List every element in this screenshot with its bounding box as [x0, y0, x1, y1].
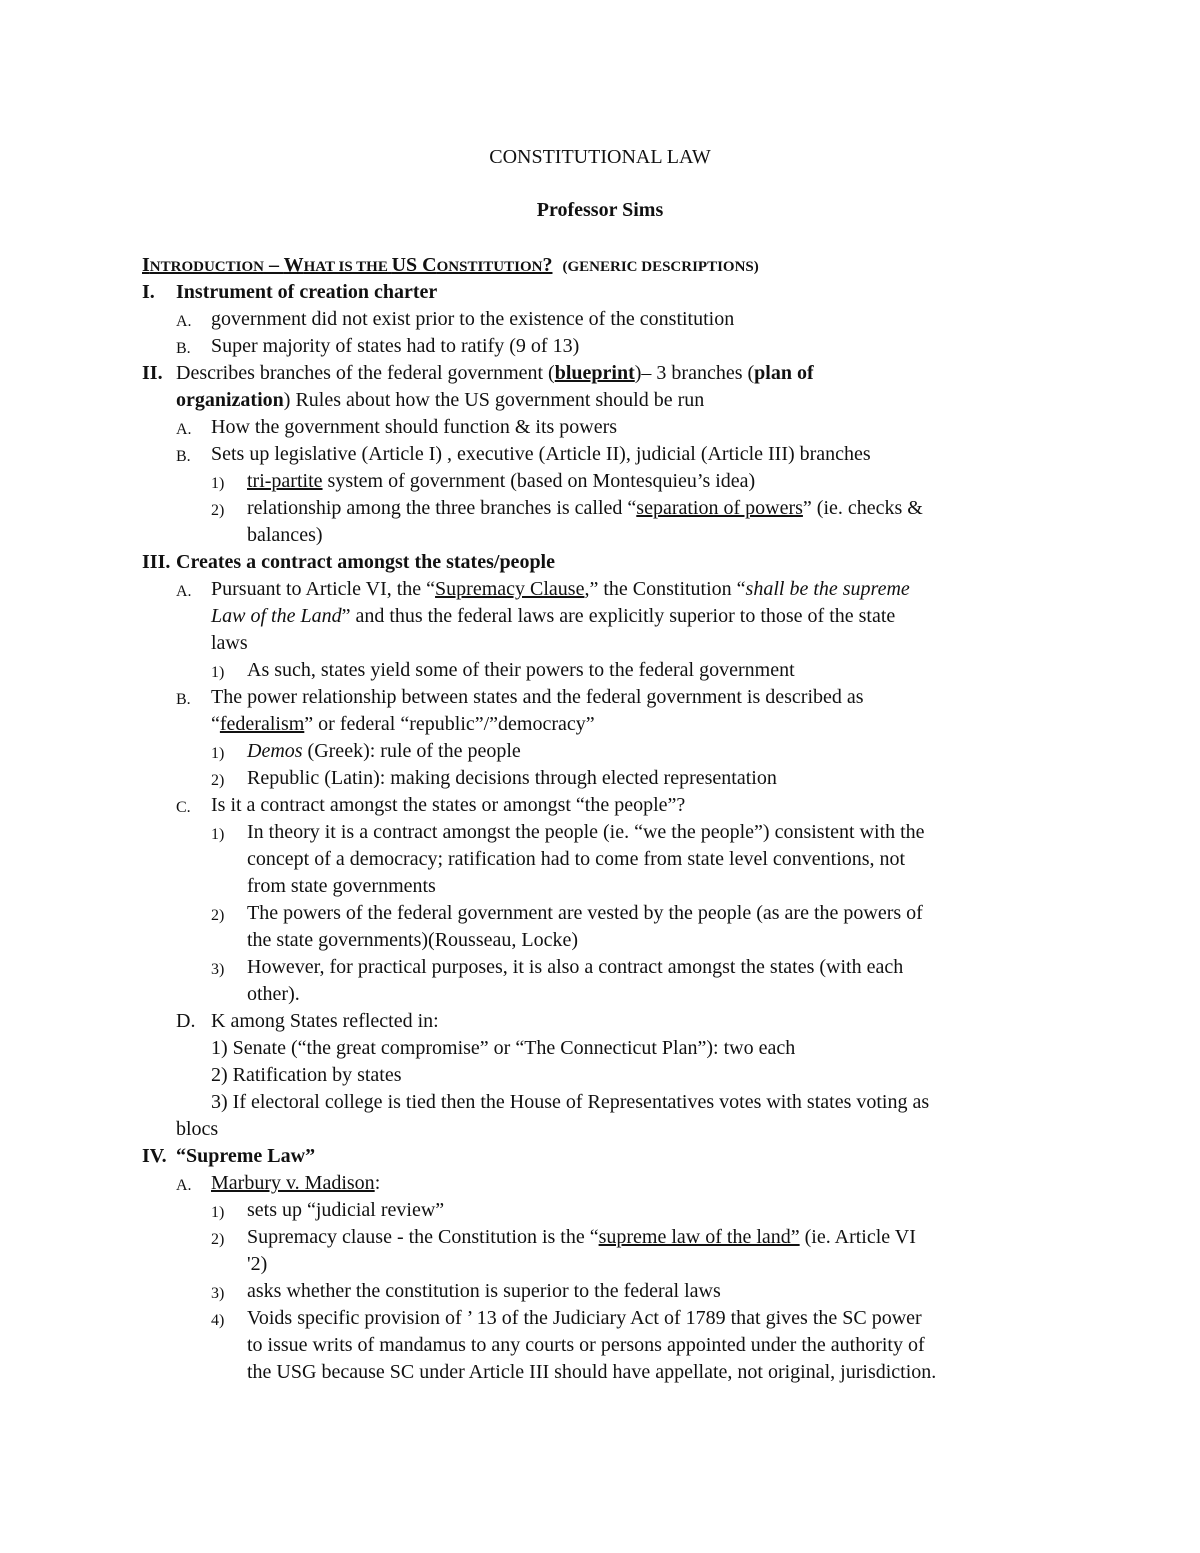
- list-item: asks whether the constitution is superior to the federal laws: [247, 1280, 721, 1302]
- item-label: 3): [211, 1285, 225, 1302]
- item-label: B.: [176, 691, 191, 708]
- list-item-continued: concept of a democracy; ratification had to come from state level conventions, not: [247, 848, 906, 870]
- list-item-continued: laws: [211, 632, 248, 654]
- list-item: Republic (Latin): making decisions through elected representation: [247, 767, 777, 789]
- item-label: B.: [176, 448, 191, 465]
- list-item: However, for practical purposes, it is also a contract amongst the states (with each: [247, 956, 904, 978]
- list-item-continued: the USG because SC under Article III should have appellate, not original, jurisdiction.: [247, 1361, 937, 1383]
- item-label: 1): [211, 475, 225, 492]
- item-label: B.: [176, 340, 191, 357]
- section-number: II.: [142, 362, 163, 384]
- list-item: How the government should function & its powers: [211, 416, 618, 438]
- list-item-continued: the state governments)(Rousseau, Locke): [247, 929, 579, 951]
- item-label: 1): [211, 1204, 225, 1221]
- document-title: CONSTITUTIONAL LAW: [489, 146, 711, 168]
- item-label: C.: [176, 799, 191, 816]
- list-item: Is it a contract amongst the states or amongst “the people”?: [211, 794, 686, 816]
- section-number: III.: [142, 551, 171, 573]
- item-label: D.: [176, 1010, 196, 1032]
- list-item: As such, states yield some of their powers to the federal government: [247, 659, 795, 681]
- list-item-continued: “federalism” or federal “republic”/”democracy”: [211, 713, 595, 735]
- item-label: 1): [211, 745, 225, 762]
- list-item-continued: Law of the Land” and thus the federal laws are explicitly superior to those of the state: [211, 605, 896, 627]
- list-item-continued: blocs: [176, 1118, 219, 1140]
- list-item: tri-partite system of government (based on Montesquieu’s idea): [247, 470, 756, 492]
- item-label: A.: [176, 583, 192, 600]
- list-item: In theory it is a contract amongst the people (ie. “we the people”) consistent with the: [247, 821, 925, 843]
- list-item-continued: '2): [247, 1253, 268, 1275]
- section-number: I.: [142, 281, 155, 303]
- list-item: The power relationship between states and the federal government is described as: [211, 686, 864, 708]
- list-item: Marbury v. Madison:: [211, 1172, 381, 1194]
- section-line: Describes branches of the federal government (blueprint)– 3 branches (plan of: [176, 362, 814, 384]
- list-item: 2) Ratification by states: [211, 1064, 402, 1086]
- item-label: 2): [211, 907, 225, 924]
- section-line: organization) Rules about how the US government should be run: [176, 389, 705, 411]
- list-item: Super majority of states had to ratify (9 of 13): [211, 335, 580, 357]
- list-item: K among States reflected in:: [211, 1010, 439, 1032]
- item-label: 1): [211, 826, 225, 843]
- list-item-continued: from state governments: [247, 875, 436, 897]
- list-item: 3) If electoral college is tied then the House of Representatives votes with states voting as: [211, 1091, 930, 1113]
- list-item-continued: other).: [247, 983, 300, 1005]
- list-item: Supremacy clause - the Constitution is the “supreme law of the land” (ie. Article VI: [247, 1226, 916, 1248]
- list-item: government did not exist prior to the existence of the constitution: [211, 308, 735, 330]
- list-item: The powers of the federal government are vested by the people (as are the powers of: [247, 902, 923, 924]
- intro-heading: INTRODUCTION – WHAT IS THE US CONSTITUTION? (GENERIC DESCRIPTIONS): [142, 254, 759, 276]
- section-heading: Creates a contract amongst the states/people: [176, 551, 555, 573]
- item-label: A.: [176, 1177, 192, 1194]
- document-subtitle: Professor Sims: [536, 199, 664, 221]
- item-label: 2): [211, 1231, 225, 1248]
- item-label: 1): [211, 664, 225, 681]
- section-number: IV.: [142, 1145, 167, 1167]
- item-label: 4): [211, 1312, 225, 1329]
- item-label: 2): [211, 502, 225, 519]
- list-item: 1) Senate (“the great compromise” or “The Connecticut Plan”): two each: [211, 1037, 796, 1059]
- list-item-continued: to issue writs of mandamus to any courts or persons appointed under the authority of: [247, 1334, 925, 1356]
- list-item: sets up “judicial review”: [247, 1199, 445, 1221]
- list-item: Sets up legislative (Article I) , executive (Article II), judicial (Article III) branches: [211, 443, 871, 465]
- item-label: A.: [176, 313, 192, 330]
- list-item-continued: balances): [247, 524, 323, 546]
- item-label: A.: [176, 421, 192, 438]
- list-item: relationship among the three branches is called “separation of powers” (ie. checks &: [247, 497, 923, 519]
- list-item: Demos (Greek): rule of the people: [247, 740, 521, 762]
- item-label: 2): [211, 772, 225, 789]
- list-item: Voids specific provision of ’ 13 of the Judiciary Act of 1789 that gives the SC power: [247, 1307, 922, 1329]
- section-heading: “Supreme Law”: [176, 1145, 316, 1167]
- section-heading: Instrument of creation charter: [176, 281, 438, 303]
- list-item: Pursuant to Article VI, the “Supremacy Clause,” the Constitution “shall be the supreme: [211, 578, 910, 600]
- item-label: 3): [211, 961, 225, 978]
